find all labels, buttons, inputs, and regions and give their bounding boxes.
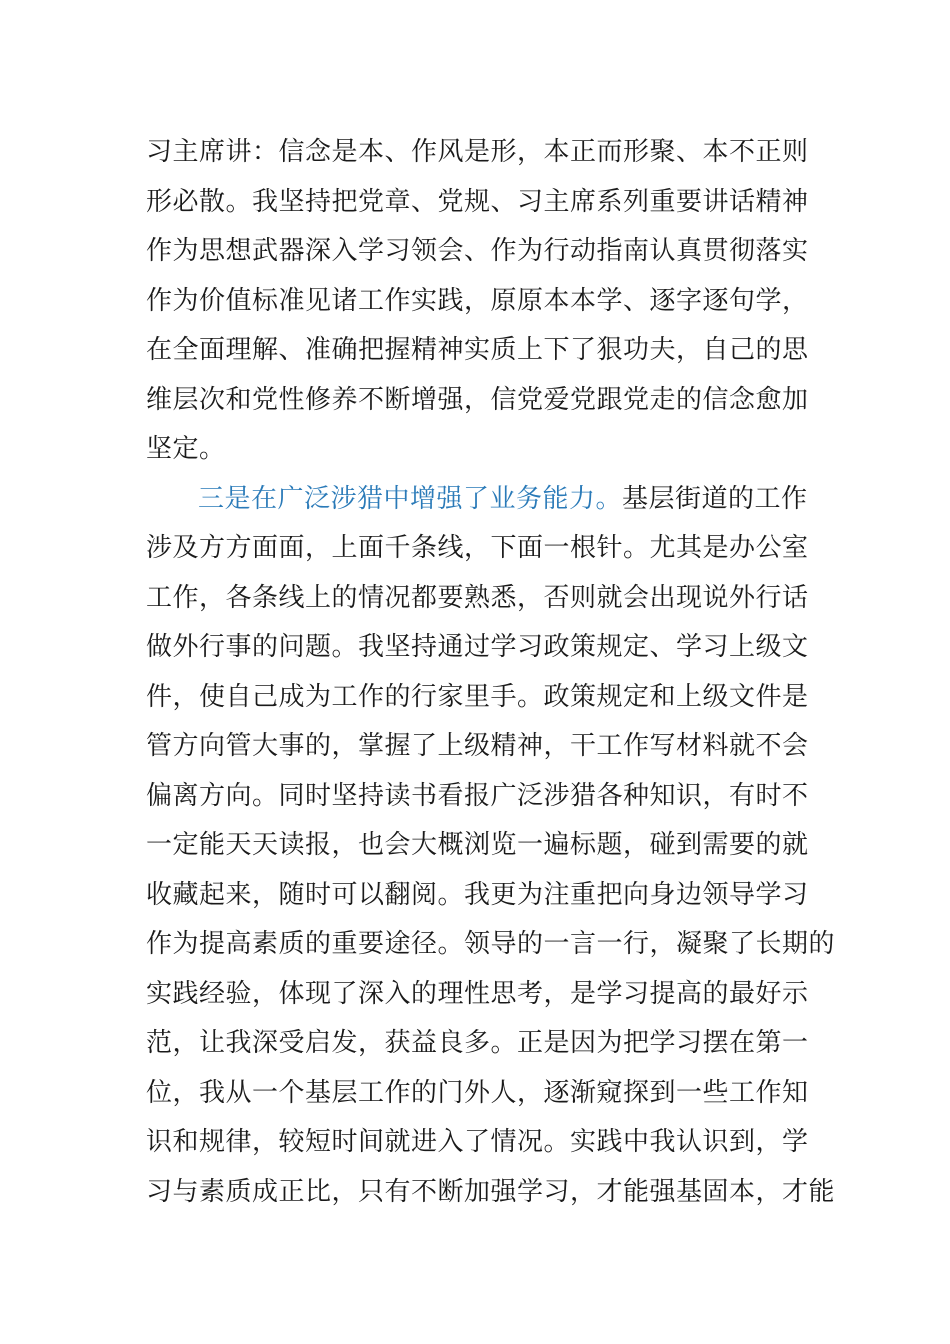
para2-line-5: 件，使自己成为工作的行家里手。政策规定和上级文件是 (146, 681, 809, 712)
para1-line-4: 作为价值标准见诸工作实践，原原本本学、逐字逐句学， (146, 285, 809, 316)
para2-heading: 三是在广泛涉猎中增强了业务能力。 (198, 483, 623, 514)
para2-line-3: 工作，各条线上的情况都要熟悉，否则就会出现说外行话 (146, 582, 809, 613)
document-body (146, 128, 836, 1217)
para2-line-13: 位，我从一个基层工作的门外人，逐渐窥探到一些工作知 (146, 1077, 809, 1108)
para1-line-6: 维层次和党性修养不断增强，信党爱党跟党走的信念愈加 (146, 384, 809, 415)
para2-first-line-rest: 基层街道的工作 (622, 483, 808, 514)
para2-line-15: 习与素质成正比，只有不断加强学习，才能强基固本，才能 (146, 1176, 836, 1207)
para2-line-9: 收藏起来，随时可以翻阅。我更为注重把向身边领导学习 (146, 879, 809, 910)
para1-line-5: 在全面理解、准确把握精神实质上下了狠功夫，自己的思 (146, 335, 809, 365)
para1-line-1: 习主席讲：信念是本、作风是形，本正而形聚、本不正则 (146, 137, 809, 167)
para2-line-14: 识和规律，较短时间就进入了情况。实践中我认识到，学 (146, 1127, 809, 1157)
para2-line-12: 范，让我深受启发，获益良多。正是因为把学习摆在第一 (146, 1028, 809, 1058)
para2-line-8: 一定能天天读报，也会大概浏览一遍标题，碰到需要的就 (146, 830, 809, 860)
para2-line-4: 做外行事的问题。我坚持通过学习政策规定、学习上级文 (146, 632, 809, 662)
para2-first-line (146, 475, 806, 525)
para2-line-2: 涉及方方面面，上面千条线，下面一根针。尤其是办公室 (146, 533, 809, 563)
para2-line-6: 管方向管大事的，掌握了上级精神，干工作写材料就不会 (146, 731, 809, 761)
para2-line-11: 实践经验，体现了深入的理性思考，是学习提高的最好示 (146, 978, 809, 1009)
para1-line-7: 坚定。 (146, 434, 226, 464)
para1-line-2: 形必散。我坚持把党章、党规、习主席系列重要讲话精神 (146, 186, 809, 217)
para1-line-3: 作为思想武器深入学习领会、作为行动指南认真贯彻落实 (146, 236, 809, 266)
para2-line-7: 偏离方向。同时坚持读书看报广泛涉猎各种知识，有时不 (146, 780, 809, 811)
para2-line-10: 作为提高素质的重要途径。领导的一言一行，凝聚了长期的 (146, 929, 836, 959)
